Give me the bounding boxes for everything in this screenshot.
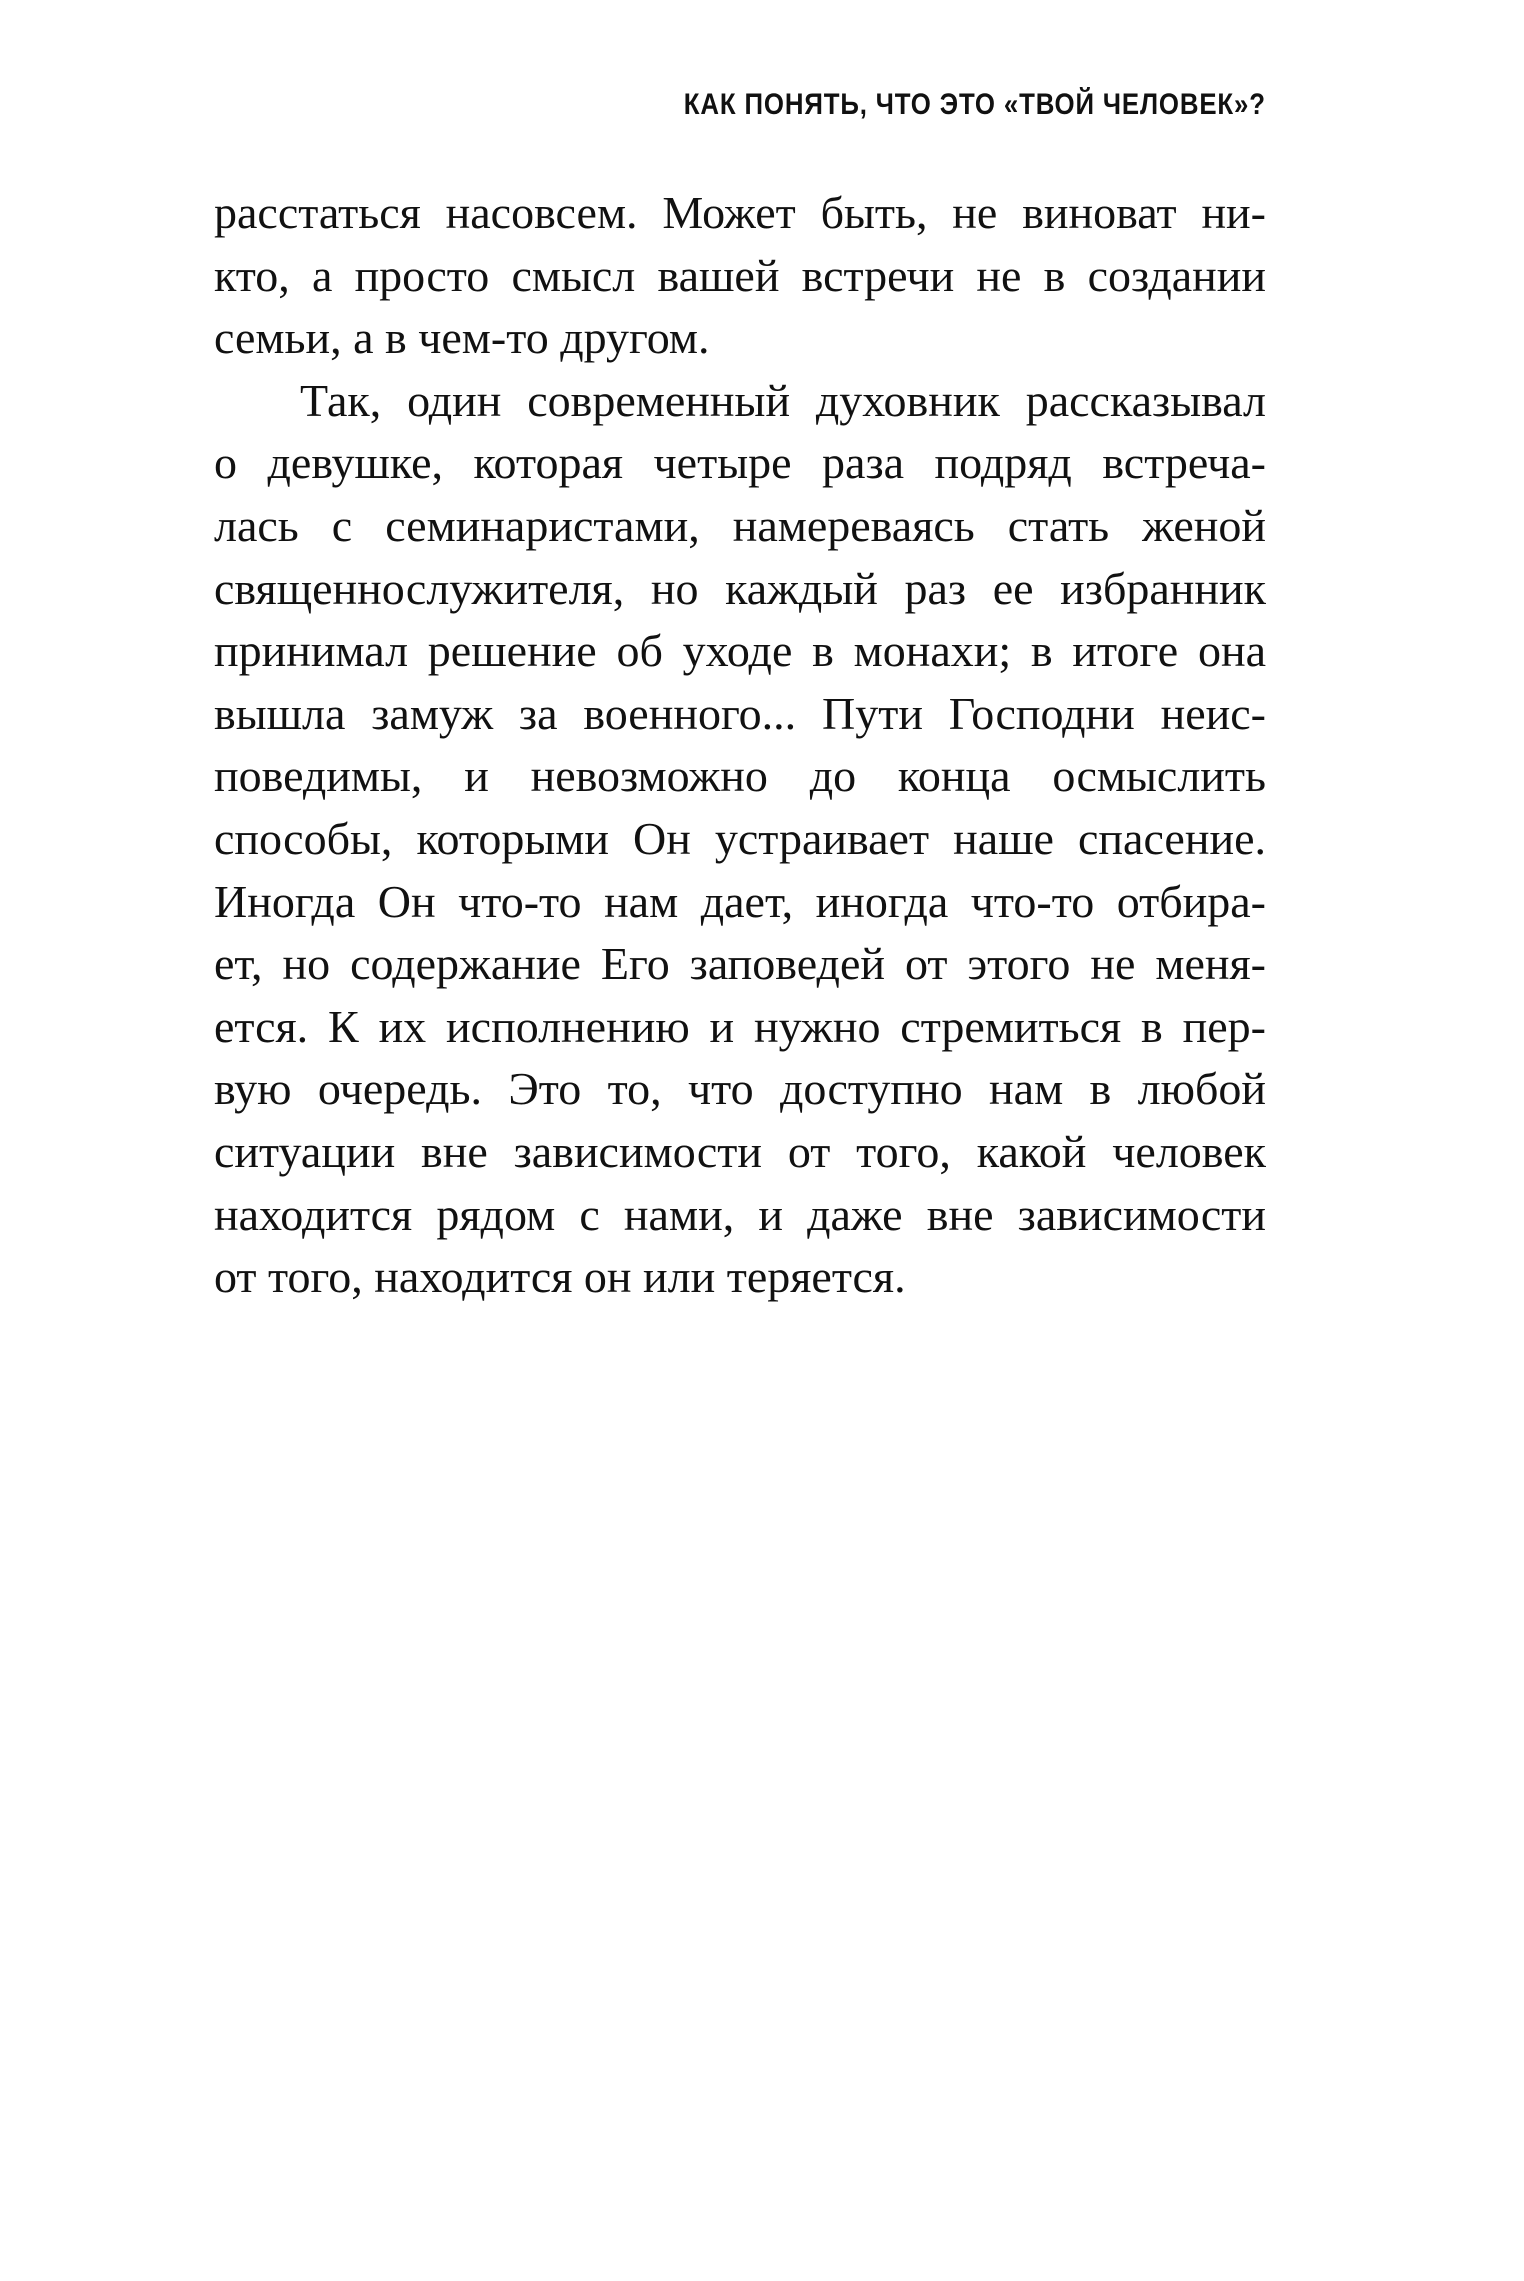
text-line: вышла замуж за военного... Пути Господни неис-: [214, 687, 1266, 739]
body-text: [214, 182, 1266, 1309]
paragraph-2: [214, 370, 1266, 1309]
text-line: священнослужителя, но каждый раз ее избранник: [214, 562, 1266, 614]
text-line: ет, но содержание Его заповедей от этого не меня-: [214, 938, 1266, 990]
text-line: о девушке, которая четыре раза подряд встреча-: [214, 437, 1266, 489]
text-line: находится рядом с нами, и даже вне зависимости: [214, 1188, 1266, 1240]
text-line: лась с семинаристами, намереваясь стать женой: [214, 499, 1266, 551]
text-line: вую очередь. Это то, что доступно нам в любой: [214, 1063, 1266, 1115]
text-line: поведимы, и невозможно до конца осмыслить: [214, 750, 1266, 802]
text-line: принимал решение об уходе в монахи; в итоге она: [214, 625, 1266, 677]
text-line: кто, а просто смысл вашей встречи не в создании: [214, 249, 1266, 301]
running-head: КАК ПОНЯТЬ, ЧТО ЭТО «ТВОЙ ЧЕЛОВЕК»?: [683, 88, 1266, 121]
paragraph-1: [214, 182, 1266, 370]
text-line: способы, которыми Он устраивает наше спасение.: [214, 812, 1266, 864]
text-line: от того, находится он или теряется.: [214, 1251, 906, 1303]
text-line: семьи, а в чем-то другом.: [214, 312, 710, 364]
text-line: ситуации вне зависимости от того, какой человек: [214, 1125, 1266, 1177]
text-line: расстаться насовсем. Может быть, не виноват ни-: [214, 187, 1266, 238]
text-line: ется. К их исполнению и нужно стремиться в пер-: [214, 1000, 1266, 1052]
text-line: Так, один современный духовник рассказывал: [300, 374, 1266, 426]
text-line: Иногда Он что-то нам дает, иногда что-то отбира-: [214, 875, 1266, 927]
